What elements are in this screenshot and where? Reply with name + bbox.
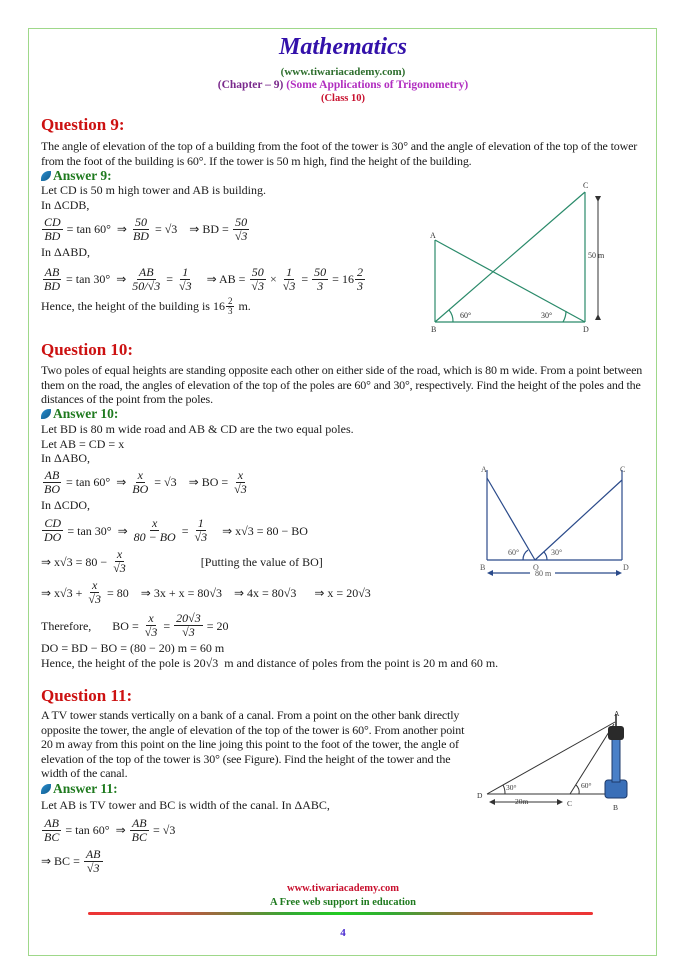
answer-line <box>41 245 421 260</box>
math-text: [Putting the value of BO] <box>128 554 323 569</box>
tv-tower-icon <box>605 714 627 798</box>
fraction <box>226 297 235 316</box>
math-text: = 80 ⇒ 3x + x = 80√3 ⇒ 4x = 80√3 ⇒ x = 20√3 <box>104 585 371 600</box>
numerator: x <box>92 578 98 593</box>
denominator: √3 <box>282 278 296 293</box>
pen-icon <box>41 409 51 419</box>
answer-line <box>41 437 481 452</box>
answer-line <box>41 469 481 496</box>
chapter-name: (Some Applications of Trigonometry) <box>286 79 469 91</box>
answer-line <box>41 848 461 875</box>
fraction <box>249 266 266 293</box>
fraction <box>130 817 149 844</box>
label-a: A <box>430 231 436 240</box>
question-11-text: A TV tower stands vertically on a bank of a canal. From a point on the other bank directly opposite the tower, the angle of elevation of the top of the tower is 60°. From another point 20 m away from this point on the line joing this point to the foot of the tower, the angle of elevation of the top of the tower is 30° (see Figure). Find the height of the tower and the width of the canal. <box>41 708 465 781</box>
fraction <box>174 612 203 639</box>
numerator: x <box>237 467 244 482</box>
answer-10-heading <box>41 406 118 422</box>
numerator: x <box>116 547 123 562</box>
denominator: BC <box>44 829 60 844</box>
denominator: √3 <box>234 481 247 496</box>
math-text: = <box>160 618 174 633</box>
math-text: = √3 ⇒ BD = <box>151 222 232 237</box>
math-text: = √3 ⇒ BO = <box>151 474 232 489</box>
numerator: 2 <box>227 295 233 306</box>
angle-c-label: 60° <box>581 781 592 790</box>
math-text: ⇒ x√3 = 80 − BO <box>210 523 308 538</box>
numerator: CD <box>44 516 61 531</box>
denominator: 3 <box>317 278 324 293</box>
answer-line <box>41 517 481 544</box>
answer-9-label: Answer 9: <box>53 168 112 183</box>
answer-line <box>41 266 421 293</box>
fraction <box>42 517 63 544</box>
math-text: Therefore, BO = <box>41 618 142 633</box>
math-text: Let CD is 50 m high tower and AB is building. <box>41 183 266 197</box>
answer-line <box>41 612 481 639</box>
numerator: 50 <box>134 215 147 230</box>
numerator: AB <box>44 264 60 279</box>
question-9-text: The angle of elevation of the top of a building from the foot of the tower is 30° and the angle of elevation of the top of the tower from the foot of the building is 60°. If the tower is 50 m high, find the height of the building. <box>41 139 638 168</box>
angle-d-label: 30° <box>541 311 553 320</box>
chapter-number: (Chapter – 9) <box>217 79 284 91</box>
fraction <box>233 216 250 243</box>
math-text: ⇒ x√3 + <box>41 585 86 600</box>
question-11-heading: Question 11: <box>41 686 133 705</box>
fraction <box>130 266 162 293</box>
denominator: 3 <box>356 278 363 293</box>
fraction <box>132 517 178 544</box>
denominator: √3 <box>144 625 158 640</box>
math-text: ⇒ BC = <box>41 853 83 868</box>
fraction <box>143 612 160 639</box>
footer-divider <box>88 912 593 915</box>
fraction <box>42 469 62 496</box>
answer-10-label: Answer 10: <box>53 406 119 421</box>
fraction <box>86 579 103 606</box>
denominator: √3 <box>86 860 100 875</box>
math-text: In ΔABD, <box>41 245 91 260</box>
numerator: 1 <box>197 516 204 531</box>
math-text: = 16 <box>329 271 354 286</box>
question-10-figure <box>475 460 635 585</box>
distance-label: 20m <box>515 797 529 806</box>
numerator: 50 <box>251 264 264 279</box>
label-d: D <box>477 791 483 800</box>
label-d: D <box>623 563 629 572</box>
math-text: = tan 30° ⇒ <box>63 271 130 286</box>
numerator: 50 <box>314 264 327 279</box>
math-text: ⇒ AB = <box>194 271 249 286</box>
fraction <box>111 548 128 575</box>
question-10-text: Two poles of equal heights are standing opposite each other on either side of the road, which is 80 m wide. From a point between them on the road, the angles of elevation of the top of the poles are 60° and 30°, respectively. Find the height of the poles and the distances of the point from the poles. <box>41 363 643 407</box>
answer-line <box>41 548 481 575</box>
fraction <box>42 266 62 293</box>
fraction <box>42 216 63 243</box>
answer-line <box>41 451 481 466</box>
math-text: = tan 60° ⇒ <box>63 474 130 489</box>
answer-line <box>41 817 461 844</box>
denominator: √3 <box>182 625 195 640</box>
answer-line <box>41 216 421 243</box>
math-text: Let BD is 80 m wide road and AB & CD are the two equal poles. <box>41 422 354 436</box>
denominator: DO <box>44 530 62 545</box>
answer-9-heading <box>41 168 112 184</box>
math-text: In ΔABO, <box>41 451 91 466</box>
question-11-figure <box>475 709 635 812</box>
label-b: B <box>613 803 619 812</box>
pen-icon <box>41 171 51 181</box>
answer-11-label: Answer 11: <box>53 781 118 796</box>
angle-d-label: 30° <box>506 783 517 792</box>
numerator: AB <box>44 815 59 830</box>
numerator: x <box>137 467 143 482</box>
numerator: 20√3 <box>176 611 201 626</box>
denominator: BO <box>132 481 149 496</box>
answer-line <box>41 579 481 606</box>
math-text: ⇒ x√3 = 80 − <box>41 554 111 569</box>
math-text: = tan 60° ⇒ <box>62 822 129 837</box>
fraction <box>131 216 151 243</box>
fraction <box>312 266 328 293</box>
chapter-heading <box>0 79 686 91</box>
question-10-heading: Question 10: <box>41 340 134 359</box>
denominator: √3 <box>194 530 208 545</box>
angle-right-label: 30° <box>551 548 563 557</box>
fraction <box>84 848 103 875</box>
width-label: 80 m <box>535 569 552 578</box>
denominator: BD <box>132 229 149 244</box>
label-b: B <box>431 325 437 334</box>
denominator: BD <box>44 278 60 293</box>
height-label: 50 m <box>588 251 605 260</box>
numerator: 50 <box>235 215 248 230</box>
label-a: A <box>614 709 620 718</box>
math-text: = <box>178 523 192 538</box>
fraction <box>130 469 150 496</box>
numerator: AB <box>44 467 60 482</box>
math-text: In ΔCDO, <box>41 497 91 512</box>
fraction <box>42 817 61 844</box>
numerator: CD <box>44 215 61 230</box>
question-9-heading: Question 9: <box>41 115 125 134</box>
math-text: = √3 <box>149 822 176 837</box>
denominator: √3 <box>88 592 102 607</box>
math-text: m. <box>235 298 251 313</box>
label-d: D <box>583 325 589 334</box>
answer-11-body <box>41 798 461 875</box>
answer-line <box>41 498 481 513</box>
answer-line <box>41 183 421 198</box>
denominator: √3 <box>113 561 126 576</box>
numerator: 2 <box>356 264 363 279</box>
math-text: Hence, the height of the building is 16 <box>41 298 225 313</box>
denominator: √3 <box>234 229 248 244</box>
fraction <box>355 266 365 293</box>
angle-b-label: 60° <box>460 311 472 320</box>
fraction <box>193 517 210 544</box>
fraction <box>281 266 298 293</box>
label-c: C <box>567 799 573 808</box>
answer-line <box>41 198 421 213</box>
pen-icon <box>41 784 51 794</box>
denominator: 3 <box>227 305 233 316</box>
denominator: BD <box>44 229 61 244</box>
numerator: x <box>152 516 158 531</box>
numerator: AB <box>85 846 101 861</box>
answer-line <box>41 297 421 316</box>
numerator: 1 <box>182 264 189 279</box>
answer-line <box>41 641 481 656</box>
angle-left-label: 60° <box>508 548 520 557</box>
numerator: 1 <box>286 264 293 279</box>
label-c: C <box>583 181 589 190</box>
math-text: Let AB = CD = x <box>41 436 125 451</box>
math-text: = tan 60° ⇒ <box>63 222 130 237</box>
answer-9-body <box>41 183 421 316</box>
denominator: BO <box>44 481 60 496</box>
numerator: x <box>148 611 154 626</box>
answer-11-heading <box>41 781 118 797</box>
label-o: O <box>533 563 539 572</box>
class-label: (Class 10) <box>320 93 366 104</box>
denominator: √3 <box>251 278 265 293</box>
math-text: = <box>163 271 176 286</box>
numerator: AB <box>131 815 147 830</box>
fraction <box>177 266 194 293</box>
numerator: AB <box>138 264 154 279</box>
answer-line <box>41 655 499 671</box>
label-c: C <box>620 465 626 474</box>
math-text: In ΔCDB, <box>41 197 90 212</box>
answer-line <box>41 422 481 437</box>
label-b: B <box>480 563 486 572</box>
label-a: A <box>481 465 487 474</box>
math-text: Let AB is TV tower and BC is width of the canal. In ΔABC, <box>41 798 330 812</box>
fraction <box>232 469 249 496</box>
answer-line <box>41 798 461 813</box>
page-number: 4 <box>340 927 346 939</box>
math-text: = tan 30° ⇒ <box>64 523 131 538</box>
footer-tagline: A Free web support in education <box>270 897 416 908</box>
page-title: Mathematics <box>278 34 407 60</box>
denominator: 50/√3 <box>132 278 161 293</box>
math-text: × <box>267 271 280 286</box>
answer-10-body <box>41 422 499 671</box>
denominator: √3 <box>178 278 192 293</box>
denominator: 80 − BO <box>133 530 176 545</box>
math-text: = 20 <box>203 618 229 633</box>
math-text: Hence, the height of the pole is 20√3 m and distance of poles from the point is 20 m and 60 m. <box>41 655 499 670</box>
math-text: = <box>298 271 312 286</box>
math-text: DO = BD − BO = (80 − 20) m = 60 m <box>41 641 225 656</box>
question-9-figure <box>420 180 620 340</box>
header-site: (www.tiwariacademy.com) <box>280 66 406 78</box>
denominator: BC <box>131 829 147 844</box>
footer-site-link[interactable]: www.tiwariacademy.com <box>287 883 399 894</box>
